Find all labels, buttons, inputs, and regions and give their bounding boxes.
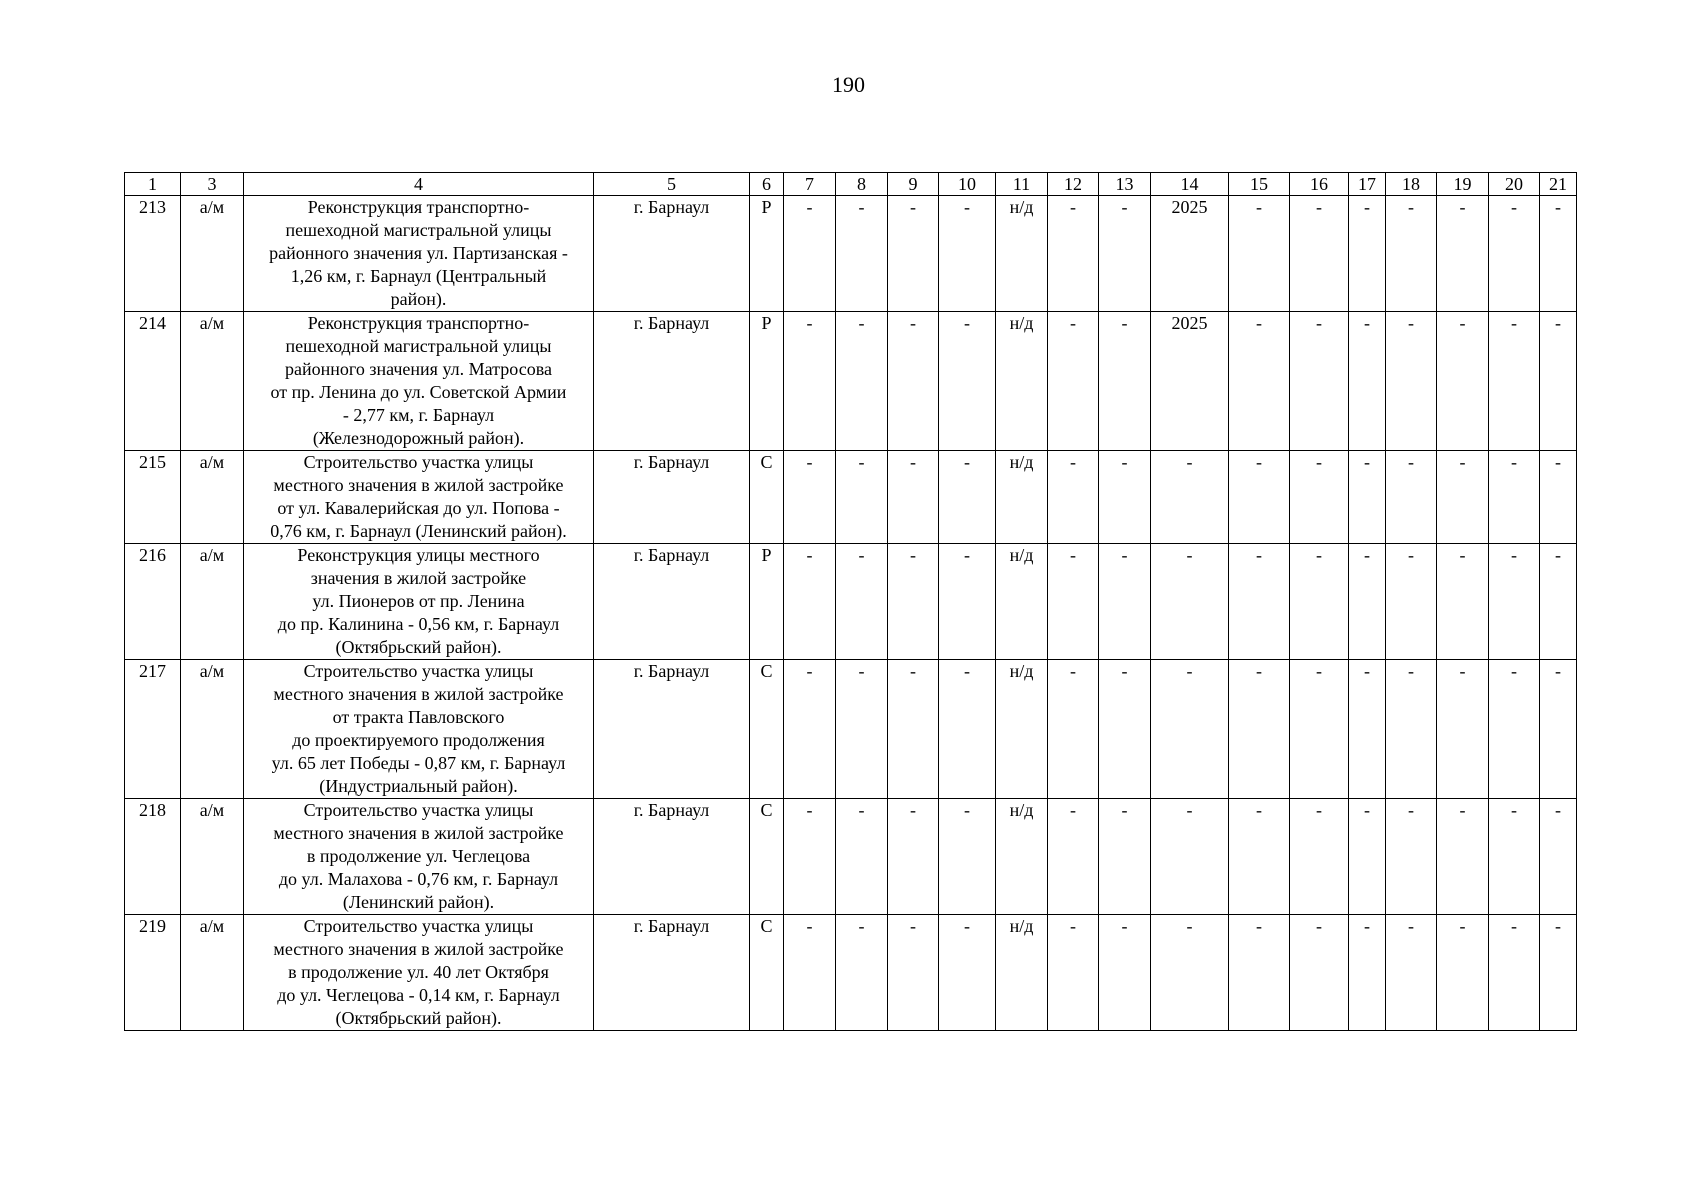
table-cell: -: [784, 451, 836, 544]
table-cell: -: [1290, 544, 1349, 660]
table-cell: -: [939, 544, 996, 660]
table-cell: -: [1489, 544, 1540, 660]
table-cell: -: [1048, 196, 1099, 312]
table-cell: -: [888, 915, 939, 1031]
table-cell: -: [1290, 312, 1349, 451]
table-cell: -: [1290, 196, 1349, 312]
table-cell: -: [1489, 196, 1540, 312]
table-cell: -: [836, 799, 888, 915]
column-header: 5: [594, 173, 750, 196]
table-cell: -: [939, 312, 996, 451]
table-cell: -: [836, 915, 888, 1031]
table-cell: а/м: [181, 196, 244, 312]
table-cell: -: [1386, 451, 1437, 544]
table-cell: -: [1099, 451, 1151, 544]
table-cell: -: [1048, 660, 1099, 799]
page-number: 190: [832, 72, 865, 97]
table-cell: г. Барнаул: [594, 544, 750, 660]
table-cell: С: [750, 451, 784, 544]
table-cell: н/д: [996, 196, 1048, 312]
table-cell: -: [836, 451, 888, 544]
table-cell: -: [1151, 660, 1229, 799]
description-cell: Реконструкция улицы местного значения в жилой застройке ул. Пионеров от пр. Ленина до пр. Калинина - 0,56 км, г. Барнаул (Октябрьский район).: [244, 544, 594, 660]
table-cell: -: [1437, 799, 1489, 915]
column-header: 15: [1229, 173, 1290, 196]
table-cell: -: [1099, 660, 1151, 799]
table-cell: -: [888, 799, 939, 915]
table-cell: -: [784, 799, 836, 915]
table-cell: н/д: [996, 799, 1048, 915]
table-cell: -: [1099, 915, 1151, 1031]
table-cell: 213: [125, 196, 181, 312]
table-cell: -: [1048, 451, 1099, 544]
description-cell: Строительство участка улицы местного значения в жилой застройке в продолжение ул. Чеглецова до ул. Малахова - 0,76 км, г. Барнаул (Ленинский район).: [244, 799, 594, 915]
table-cell: -: [1229, 451, 1290, 544]
table-cell: -: [1540, 660, 1577, 799]
table-cell: -: [888, 660, 939, 799]
table-cell: -: [1229, 915, 1290, 1031]
table-cell: -: [1386, 915, 1437, 1031]
table-cell: Р: [750, 196, 784, 312]
table-cell: -: [939, 660, 996, 799]
table-cell: -: [1437, 915, 1489, 1031]
table-cell: -: [1349, 799, 1386, 915]
table-cell: -: [1437, 660, 1489, 799]
column-header: 21: [1540, 173, 1577, 196]
table-cell: -: [1290, 915, 1349, 1031]
table-row: [125, 312, 1577, 451]
table-cell: -: [836, 196, 888, 312]
table-row: [125, 799, 1577, 915]
table-cell: -: [1437, 544, 1489, 660]
table-cell: г. Барнаул: [594, 915, 750, 1031]
table-cell: 217: [125, 660, 181, 799]
table-cell: 214: [125, 312, 181, 451]
description-cell: Строительство участка улицы местного значения в жилой застройке от тракта Павловского до проектируемого продолжения ул. 65 лет Победы - 0,87 км, г. Барнаул (Индустриальный район).: [244, 660, 594, 799]
table-cell: -: [1229, 196, 1290, 312]
table-cell: -: [1540, 451, 1577, 544]
table-cell: 218: [125, 799, 181, 915]
table-cell: -: [1229, 312, 1290, 451]
table-body: [125, 196, 1577, 1031]
table-cell: 215: [125, 451, 181, 544]
table-cell: -: [1151, 544, 1229, 660]
column-header: 14: [1151, 173, 1229, 196]
table-cell: -: [1437, 196, 1489, 312]
table-cell: -: [1151, 915, 1229, 1031]
column-header: 10: [939, 173, 996, 196]
table-header-row: [125, 173, 1577, 196]
table-cell: а/м: [181, 915, 244, 1031]
description-cell: Реконструкция транспортно- пешеходной магистральной улицы районного значения ул. Партизанская - 1,26 км, г. Барнаул (Центральный район).: [244, 196, 594, 312]
table-cell: 2025: [1151, 196, 1229, 312]
column-header: 18: [1386, 173, 1437, 196]
table-row: [125, 451, 1577, 544]
table-cell: а/м: [181, 312, 244, 451]
table-cell: -: [1099, 312, 1151, 451]
table-cell: -: [1349, 312, 1386, 451]
table-cell: г. Барнаул: [594, 660, 750, 799]
table-cell: -: [888, 196, 939, 312]
table-cell: -: [1229, 544, 1290, 660]
table-cell: -: [784, 660, 836, 799]
column-header: 19: [1437, 173, 1489, 196]
table-cell: г. Барнаул: [594, 799, 750, 915]
table-cell: -: [1290, 799, 1349, 915]
column-header: 20: [1489, 173, 1540, 196]
table-cell: -: [1349, 451, 1386, 544]
table-cell: С: [750, 799, 784, 915]
table-cell: 2025: [1151, 312, 1229, 451]
table-cell: С: [750, 660, 784, 799]
column-header: 8: [836, 173, 888, 196]
table-cell: н/д: [996, 544, 1048, 660]
table-cell: -: [784, 312, 836, 451]
table-cell: -: [1048, 544, 1099, 660]
table-row: [125, 544, 1577, 660]
table-cell: -: [1048, 312, 1099, 451]
table-cell: -: [1489, 915, 1540, 1031]
column-header: 17: [1349, 173, 1386, 196]
table-cell: 216: [125, 544, 181, 660]
table-cell: -: [1099, 196, 1151, 312]
table-cell: а/м: [181, 451, 244, 544]
table-cell: -: [1151, 451, 1229, 544]
column-header: 9: [888, 173, 939, 196]
column-header: 11: [996, 173, 1048, 196]
table-cell: Р: [750, 544, 784, 660]
table-cell: -: [1386, 312, 1437, 451]
table-cell: -: [1386, 799, 1437, 915]
table-cell: -: [1540, 799, 1577, 915]
table-row: [125, 196, 1577, 312]
table-cell: -: [1229, 660, 1290, 799]
table-cell: -: [939, 799, 996, 915]
table-cell: а/м: [181, 660, 244, 799]
table-cell: -: [1437, 451, 1489, 544]
table-cell: -: [836, 660, 888, 799]
table-cell: -: [1386, 660, 1437, 799]
table-cell: н/д: [996, 915, 1048, 1031]
table-cell: -: [1229, 799, 1290, 915]
table-cell: -: [1437, 312, 1489, 451]
table-cell: -: [939, 915, 996, 1031]
description-cell: Реконструкция транспортно- пешеходной магистральной улицы районного значения ул. Матросова от пр. Ленина до ул. Советской Армии - 2,77 км, г. Барнаул (Железнодорожный район).: [244, 312, 594, 451]
table-cell: -: [1349, 544, 1386, 660]
table-cell: г. Барнаул: [594, 451, 750, 544]
table-cell: -: [1048, 799, 1099, 915]
table-cell: -: [1489, 799, 1540, 915]
table-cell: -: [1489, 312, 1540, 451]
table-cell: С: [750, 915, 784, 1031]
table-cell: -: [1489, 451, 1540, 544]
table-cell: -: [1540, 915, 1577, 1031]
table-cell: -: [1386, 196, 1437, 312]
table-row: [125, 660, 1577, 799]
table-cell: 219: [125, 915, 181, 1031]
table-row: [125, 915, 1577, 1031]
table-cell: -: [888, 312, 939, 451]
table-cell: -: [784, 915, 836, 1031]
table-cell: н/д: [996, 451, 1048, 544]
table-cell: -: [1386, 544, 1437, 660]
table-cell: -: [1349, 915, 1386, 1031]
table-cell: -: [1540, 312, 1577, 451]
table-cell: -: [1290, 451, 1349, 544]
table-cell: г. Барнаул: [594, 196, 750, 312]
column-header: 16: [1290, 173, 1349, 196]
table-cell: -: [1349, 660, 1386, 799]
table-cell: -: [888, 544, 939, 660]
table-cell: -: [784, 544, 836, 660]
table-cell: -: [1099, 799, 1151, 915]
table-cell: а/м: [181, 799, 244, 915]
table-cell: -: [1540, 196, 1577, 312]
table-cell: -: [939, 196, 996, 312]
table-cell: -: [1048, 915, 1099, 1031]
table-cell: -: [1489, 660, 1540, 799]
table-cell: н/д: [996, 660, 1048, 799]
column-header: 1: [125, 173, 181, 196]
table-cell: -: [1290, 660, 1349, 799]
column-header: 3: [181, 173, 244, 196]
table-cell: -: [1151, 799, 1229, 915]
table-cell: -: [1099, 544, 1151, 660]
column-header: 6: [750, 173, 784, 196]
table-cell: а/м: [181, 544, 244, 660]
table-cell: Р: [750, 312, 784, 451]
document-table: [124, 172, 1577, 1031]
column-header: 7: [784, 173, 836, 196]
table-cell: г. Барнаул: [594, 312, 750, 451]
description-cell: Строительство участка улицы местного значения в жилой застройке от ул. Кавалерийская до ул. Попова - 0,76 км, г. Барнаул (Ленинский район).: [244, 451, 594, 544]
table-cell: -: [784, 196, 836, 312]
description-cell: Строительство участка улицы местного значения в жилой застройке в продолжение ул. 40 лет Октября до ул. Чеглецова - 0,14 км, г. Барнаул (Октябрьский район).: [244, 915, 594, 1031]
table-cell: -: [836, 312, 888, 451]
table-cell: -: [1349, 196, 1386, 312]
column-header: 12: [1048, 173, 1099, 196]
table-cell: -: [1540, 544, 1577, 660]
column-header: 4: [244, 173, 594, 196]
table-cell: -: [939, 451, 996, 544]
table-cell: -: [888, 451, 939, 544]
column-header: 13: [1099, 173, 1151, 196]
table-cell: -: [836, 544, 888, 660]
table-cell: н/д: [996, 312, 1048, 451]
